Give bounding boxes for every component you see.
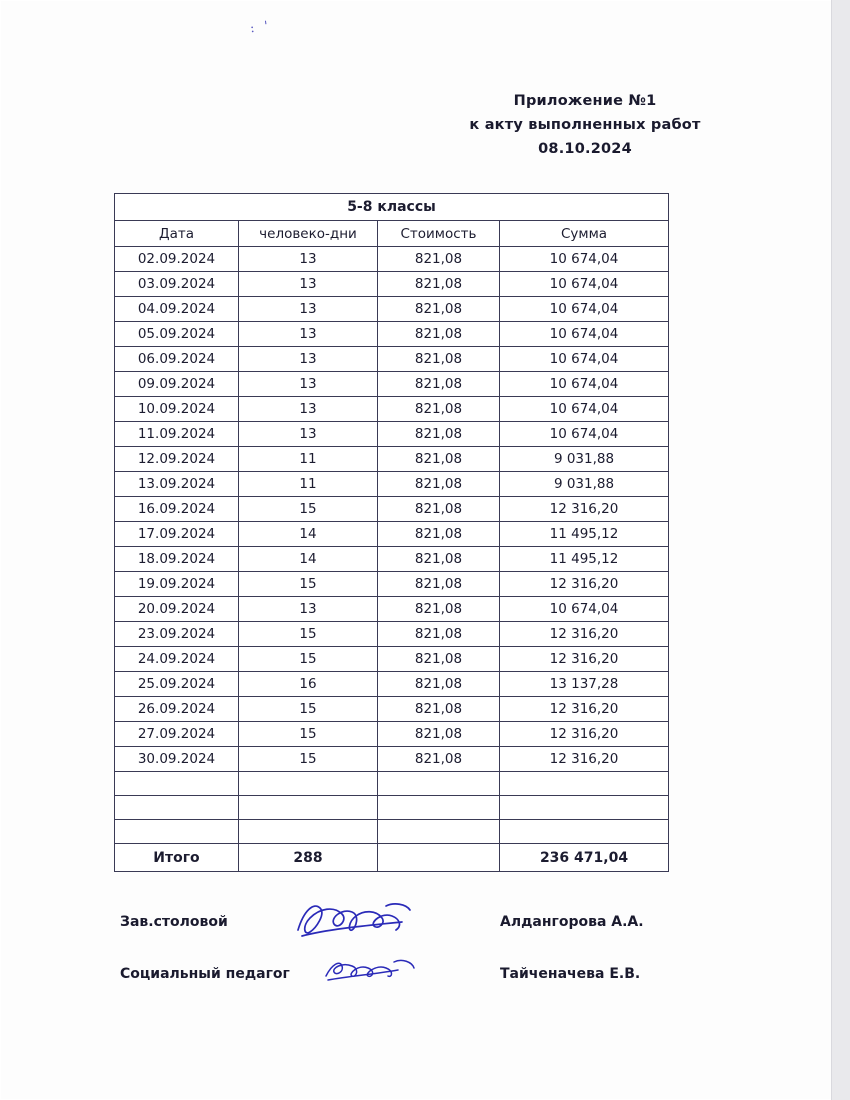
cell-date: 23.09.2024 xyxy=(115,622,239,647)
cell-sum: 11 495,12 xyxy=(500,547,669,572)
cell-person-days: 13 xyxy=(239,347,378,372)
cell-date: 19.09.2024 xyxy=(115,572,239,597)
column-header-date: Дата xyxy=(115,221,239,247)
cell-person-days: 11 xyxy=(239,447,378,472)
cell-person-days: 15 xyxy=(239,722,378,747)
table-row xyxy=(115,497,669,522)
cell-cost: 821,08 xyxy=(378,597,500,622)
cell-date: 02.09.2024 xyxy=(115,247,239,272)
signature-name: Алдангорова А.А. xyxy=(500,914,644,930)
table-row xyxy=(115,572,669,597)
cell-sum xyxy=(500,796,669,820)
cell-sum xyxy=(500,820,669,844)
total-person-days: 288 xyxy=(239,844,378,872)
cell-sum: 9 031,88 xyxy=(500,472,669,497)
cell-date: 26.09.2024 xyxy=(115,697,239,722)
cell-sum: 10 674,04 xyxy=(500,597,669,622)
cell-date xyxy=(115,772,239,796)
cell-date: 25.09.2024 xyxy=(115,672,239,697)
cell-cost: 821,08 xyxy=(378,472,500,497)
cell-sum: 12 316,20 xyxy=(500,747,669,772)
table-row xyxy=(115,422,669,447)
table-title: 5-8 классы xyxy=(115,194,669,221)
cell-cost xyxy=(378,796,500,820)
cell-date: 12.09.2024 xyxy=(115,447,239,472)
cell-date: 13.09.2024 xyxy=(115,472,239,497)
cell-sum: 10 674,04 xyxy=(500,272,669,297)
cell-cost: 821,08 xyxy=(378,422,500,447)
cell-cost xyxy=(378,820,500,844)
table-row xyxy=(115,297,669,322)
cell-cost: 821,08 xyxy=(378,372,500,397)
cell-cost: 821,08 xyxy=(378,522,500,547)
cell-date: 18.09.2024 xyxy=(115,547,239,572)
signature-role: Социальный педагог xyxy=(120,966,290,982)
cell-cost: 821,08 xyxy=(378,272,500,297)
cell-sum: 10 674,04 xyxy=(500,347,669,372)
cell-person-days xyxy=(239,796,378,820)
table-row-empty xyxy=(115,820,669,844)
table-row xyxy=(115,747,669,772)
cell-date xyxy=(115,796,239,820)
cell-person-days: 11 xyxy=(239,472,378,497)
cell-sum: 12 316,20 xyxy=(500,697,669,722)
table-title-row xyxy=(115,194,669,221)
table-row xyxy=(115,322,669,347)
cell-date: 03.09.2024 xyxy=(115,272,239,297)
cell-date: 04.09.2024 xyxy=(115,297,239,322)
cell-person-days: 15 xyxy=(239,622,378,647)
cell-person-days xyxy=(239,772,378,796)
cell-date: 27.09.2024 xyxy=(115,722,239,747)
table-row-empty xyxy=(115,772,669,796)
cell-sum: 10 674,04 xyxy=(500,322,669,347)
cell-date xyxy=(115,820,239,844)
table-row xyxy=(115,547,669,572)
signatures-block xyxy=(120,900,720,1004)
cell-person-days: 14 xyxy=(239,522,378,547)
cell-sum: 11 495,12 xyxy=(500,522,669,547)
cell-person-days: 13 xyxy=(239,272,378,297)
cell-person-days xyxy=(239,820,378,844)
table-header-row xyxy=(115,221,669,247)
cell-person-days: 14 xyxy=(239,547,378,572)
table-row xyxy=(115,272,669,297)
cell-person-days: 15 xyxy=(239,697,378,722)
table-row xyxy=(115,347,669,372)
scan-artifact-mark: : ' xyxy=(249,18,273,37)
signature-name: Тайченачева Е.В. xyxy=(500,966,641,982)
cell-sum: 12 316,20 xyxy=(500,722,669,747)
table-row xyxy=(115,472,669,497)
cell-cost: 821,08 xyxy=(378,572,500,597)
cell-person-days: 15 xyxy=(239,572,378,597)
cell-sum: 12 316,20 xyxy=(500,622,669,647)
column-header-person-days: человеко-дни xyxy=(239,221,378,247)
total-sum: 236 471,04 xyxy=(500,844,669,872)
cell-person-days: 13 xyxy=(239,247,378,272)
table-total-row xyxy=(115,844,669,872)
cell-sum xyxy=(500,772,669,796)
table-row xyxy=(115,697,669,722)
table-row xyxy=(115,597,669,622)
cell-sum: 12 316,20 xyxy=(500,497,669,522)
cell-person-days: 13 xyxy=(239,422,378,447)
cell-cost: 821,08 xyxy=(378,297,500,322)
cell-cost: 821,08 xyxy=(378,322,500,347)
table-row xyxy=(115,372,669,397)
cell-person-days: 13 xyxy=(239,372,378,397)
cell-person-days: 13 xyxy=(239,322,378,347)
signature-row-social-teacher xyxy=(120,952,720,1004)
table-row xyxy=(115,622,669,647)
column-header-sum: Сумма xyxy=(500,221,669,247)
table-row xyxy=(115,247,669,272)
table-container xyxy=(114,193,668,872)
cell-cost: 821,08 xyxy=(378,747,500,772)
cell-cost: 821,08 xyxy=(378,347,500,372)
cell-date: 24.09.2024 xyxy=(115,647,239,672)
work-summary-table xyxy=(114,193,669,872)
cell-date: 17.09.2024 xyxy=(115,522,239,547)
cell-person-days: 13 xyxy=(239,597,378,622)
header-line-date: 08.10.2024 xyxy=(538,140,632,157)
table-row xyxy=(115,672,669,697)
table-row xyxy=(115,397,669,422)
header-line-act: к акту выполненных работ xyxy=(469,116,701,133)
cell-person-days: 13 xyxy=(239,397,378,422)
cell-cost xyxy=(378,772,500,796)
table-row xyxy=(115,722,669,747)
total-label: Итого xyxy=(115,844,239,872)
cell-sum: 10 674,04 xyxy=(500,372,669,397)
handwritten-signature-mark xyxy=(320,954,420,984)
cell-cost: 821,08 xyxy=(378,397,500,422)
cell-person-days: 15 xyxy=(239,497,378,522)
cell-person-days: 15 xyxy=(239,747,378,772)
cell-date: 20.09.2024 xyxy=(115,597,239,622)
signature-role: Зав.столовой xyxy=(120,914,228,930)
cell-person-days: 15 xyxy=(239,647,378,672)
cell-person-days: 13 xyxy=(239,297,378,322)
cell-sum: 12 316,20 xyxy=(500,647,669,672)
cell-cost: 821,08 xyxy=(378,247,500,272)
cell-sum: 9 031,88 xyxy=(500,447,669,472)
table-row xyxy=(115,647,669,672)
column-header-cost: Стоимость xyxy=(378,221,500,247)
cell-cost: 821,08 xyxy=(378,722,500,747)
header-line-appendix: Приложение №1 xyxy=(513,93,657,109)
cell-sum: 10 674,04 xyxy=(500,247,669,272)
cell-date: 16.09.2024 xyxy=(115,497,239,522)
cell-cost: 821,08 xyxy=(378,447,500,472)
cell-person-days: 16 xyxy=(239,672,378,697)
cell-date: 30.09.2024 xyxy=(115,747,239,772)
cell-cost: 821,08 xyxy=(378,622,500,647)
cell-cost: 821,08 xyxy=(378,697,500,722)
cell-sum: 13 137,28 xyxy=(500,672,669,697)
document-header xyxy=(420,90,750,162)
total-cost xyxy=(378,844,500,872)
cell-cost: 821,08 xyxy=(378,497,500,522)
handwritten-signature-mark xyxy=(290,896,420,942)
table-row xyxy=(115,447,669,472)
cell-sum: 10 674,04 xyxy=(500,397,669,422)
table-row-empty xyxy=(115,796,669,820)
cell-cost: 821,08 xyxy=(378,547,500,572)
cell-sum: 10 674,04 xyxy=(500,297,669,322)
cell-date: 06.09.2024 xyxy=(115,347,239,372)
cell-sum: 10 674,04 xyxy=(500,422,669,447)
table-row xyxy=(115,522,669,547)
cell-sum: 12 316,20 xyxy=(500,572,669,597)
page-edge-shadow xyxy=(831,0,850,1100)
cell-cost: 821,08 xyxy=(378,647,500,672)
cell-date: 05.09.2024 xyxy=(115,322,239,347)
cell-date: 09.09.2024 xyxy=(115,372,239,397)
cell-date: 11.09.2024 xyxy=(115,422,239,447)
signature-row-canteen-head xyxy=(120,900,720,952)
cell-cost: 821,08 xyxy=(378,672,500,697)
cell-date: 10.09.2024 xyxy=(115,397,239,422)
